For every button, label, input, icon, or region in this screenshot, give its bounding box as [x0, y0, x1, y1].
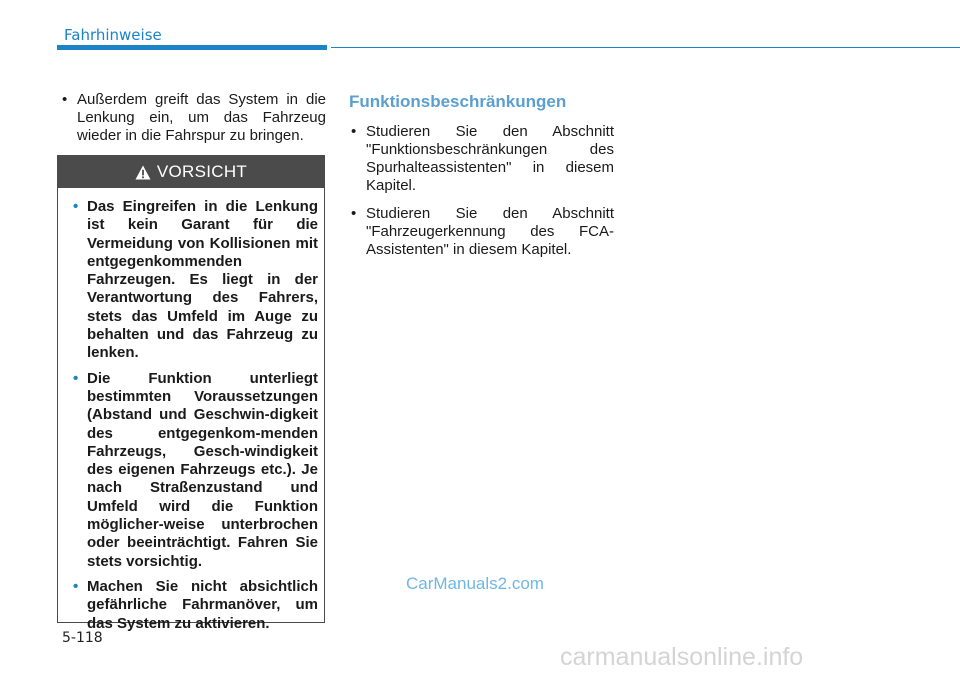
bullet-dot: •: [73, 198, 79, 215]
bullet-dot: •: [62, 91, 68, 108]
list-item: [349, 205, 614, 259]
intro-text: Außerdem greift das System in die Lenkung ein, um das Fahrzeug wieder in die Fahrspur zu bringen.: [77, 91, 326, 144]
caution-item-text: Die Funktion unterliegt bestimmten Voraussetzungen (Abstand und Geschwin-digkeit des entgegenkom-menden Fahrzeugs, Gesch-windigkeit des eigenen Fahrzeugs etc.). Je nach Straßenzustand und Umfeld wird die Funktion möglicher-weise unterbrochen oder beeinträchtigt. Fahren Sie stets vorsichtig.: [87, 369, 318, 570]
bullet-dot: •: [351, 205, 357, 222]
caution-item: [71, 370, 318, 571]
caution-body: [58, 188, 324, 633]
bullet-dot: •: [73, 369, 79, 387]
list-item: [349, 123, 614, 195]
caution-item-text: Machen Sie nicht absichtlich gefährliche Fahrmanöver, um das System zu aktivieren.: [87, 577, 318, 632]
right-column: [349, 92, 614, 269]
caution-item-text: Das Eingreifen in die Lenkung ist kein Garant für die Vermeidung von Kollisionen mit entgegenkommenden Fahrzeugen. Es liegt in der Verantwortung des Fahrers, stets das Umfeld im Auge zu behalten und das Fahrzeug zu lenken.: [87, 198, 318, 362]
list-item-text: Studieren Sie den Abschnitt "Funktionsbeschränkungen des Spurhalteassistenten" in diesem Kapitel.: [366, 123, 614, 194]
caution-header: [58, 156, 324, 188]
header-rule-thick: [57, 45, 327, 50]
list-item-text: Studieren Sie den Abschnitt "Fahrzeugerkennung des FCA-Assistenten" in diesem Kapitel.: [366, 205, 614, 258]
section-title: Funktionsbeschränkungen: [349, 92, 567, 111]
bullet-dot: •: [73, 577, 79, 595]
left-column: [60, 91, 326, 145]
caution-box: [57, 155, 325, 632]
intro-paragraph: [60, 91, 326, 145]
watermark-link[interactable]: CarManuals2.com: [406, 574, 544, 593]
caution-item: [71, 578, 318, 633]
header-rule-thin: [331, 47, 960, 48]
caution-title: VORSICHT: [156, 162, 248, 181]
watermark-footer: carmanualsonline.info: [560, 643, 804, 671]
bullet-dot: •: [351, 123, 357, 140]
warning-triangle-icon: [135, 165, 151, 180]
page-number: 5-118: [62, 630, 103, 646]
header-title: Fahrhinweise: [64, 26, 162, 44]
caution-item: [71, 198, 318, 363]
